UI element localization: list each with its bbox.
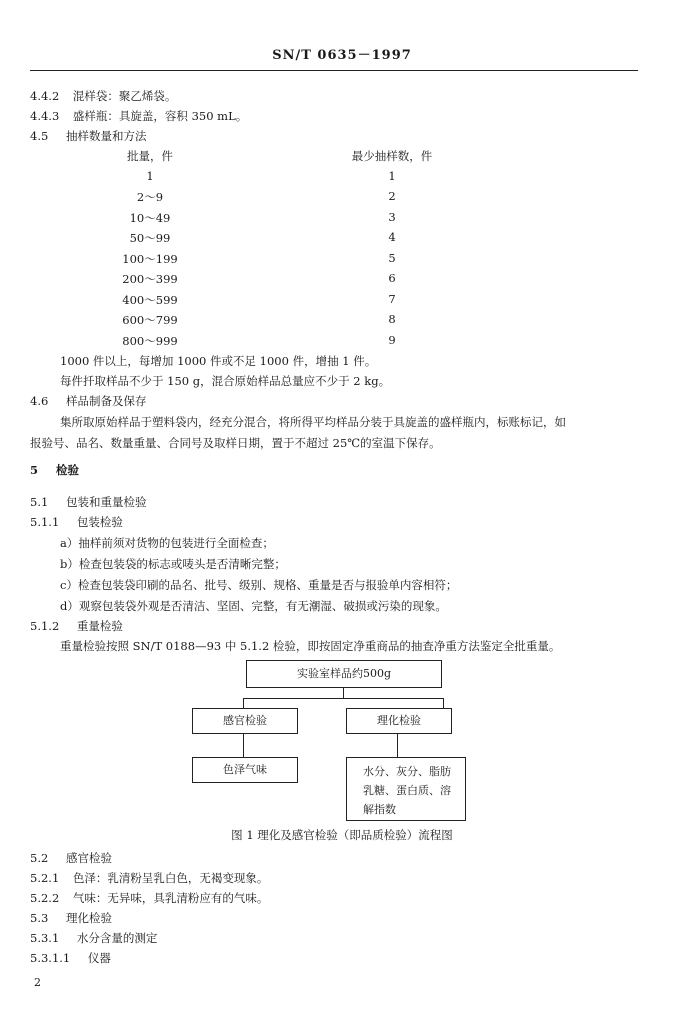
header-rule xyxy=(30,70,638,71)
section-5-3-1 xyxy=(30,930,157,946)
table-row-batch: 800～999 xyxy=(122,334,178,348)
section-title: 理化检验 xyxy=(65,911,112,925)
standard-code: SN/T 0635－1997 xyxy=(272,48,412,63)
paragraph-line: 集所取原始样品于塑料袋内，经充分混合，将所得平均样品分装于具旋盖的盛样瓶内，标账标记，如 xyxy=(60,415,566,429)
section-4-6 xyxy=(30,393,146,409)
flow-box-label: 水分、灰分、脂肪 xyxy=(363,765,451,778)
list-item: c）检查包装袋印刷的品名、批号、级别、规格、重量是否与报验单内容相符； xyxy=(60,578,458,592)
section-number: 5 xyxy=(30,463,39,477)
flow-connector xyxy=(243,698,444,699)
section-4-4-2 xyxy=(30,88,176,104)
section-title: 样品制备及保存 xyxy=(65,394,147,408)
section-4-4-3 xyxy=(30,108,247,124)
section-title: 包装检验 xyxy=(76,515,123,529)
section-number: 4.4.2 xyxy=(30,89,60,103)
table-row-min: 3 xyxy=(388,210,396,224)
section-title: 仪器 xyxy=(87,951,111,965)
section-5-3-1-1 xyxy=(30,950,111,966)
table-row-min: 5 xyxy=(388,251,396,265)
section-number: 5.3.1 xyxy=(30,931,60,945)
section-number: 5.1 xyxy=(30,495,49,509)
flow-box-label: 解指数 xyxy=(363,803,396,816)
section-text: 混样袋：聚乙烯袋。 xyxy=(72,89,177,103)
flow-box-physchem xyxy=(346,708,452,734)
table-row-min: 9 xyxy=(388,333,396,347)
flow-box-sensory xyxy=(192,708,298,734)
table-row-min: 4 xyxy=(388,230,396,244)
table-row-batch: 2～9 xyxy=(136,190,164,204)
flow-box-label: 感官检验 xyxy=(223,714,267,727)
section-5 xyxy=(30,462,79,478)
section-text: 色泽：乳清粉呈乳白色，无褐变现象。 xyxy=(72,871,269,885)
table-row-batch: 50～99 xyxy=(129,231,171,245)
table-header-min: 最少抽样数，件 xyxy=(351,149,433,163)
section-5-2 xyxy=(30,850,112,866)
section-4-5 xyxy=(30,128,146,144)
section-title: 检验 xyxy=(56,463,80,477)
flow-box-label: 实验室样品约500g xyxy=(296,667,392,680)
table-row-batch: 10～49 xyxy=(129,211,171,225)
section-title: 感官检验 xyxy=(65,851,112,865)
section-number: 5.1.2 xyxy=(30,619,60,633)
section-title: 重量检验 xyxy=(76,619,123,633)
section-number: 5.3 xyxy=(30,911,49,925)
section-5-1 xyxy=(30,494,146,510)
section-title: 水分含量的测定 xyxy=(76,931,158,945)
table-header-batch: 批量，件 xyxy=(127,149,173,163)
section-text: 气味：无异味，具乳清粉应有的气味。 xyxy=(72,891,269,905)
table-row-batch: 1 xyxy=(146,169,154,183)
flow-box-sample xyxy=(246,660,442,688)
page-number: 2 xyxy=(34,976,41,989)
note-over-1000: 1000 件以上，每增加 1000 件或不足 1000 件，增抽 1 件。 xyxy=(60,354,377,368)
table-row-min: 6 xyxy=(388,271,396,285)
paragraph-line: 重量检验按照 SN/T 0188—93 中 5.1.2 检验，即按固定净重商品的抽查净重方法鉴定全批重量。 xyxy=(60,639,561,653)
table-row-min: 1 xyxy=(388,169,396,183)
section-number: 5.2.1 xyxy=(30,871,60,885)
section-5-3 xyxy=(30,910,112,926)
flow-box-label: 色泽气味 xyxy=(223,763,267,776)
table-row-batch: 200～399 xyxy=(122,272,178,286)
section-number: 5.3.1.1 xyxy=(30,951,71,965)
table-row-batch: 400～599 xyxy=(122,293,178,307)
section-5-2-1 xyxy=(30,870,268,886)
section-number: 4.6 xyxy=(30,394,49,408)
flow-box-label: 乳糖、蛋白质、溶 xyxy=(363,784,451,797)
list-item: a）抽样前须对货物的包装进行全面检查； xyxy=(60,536,274,550)
section-title: 包装和重量检验 xyxy=(65,495,147,509)
section-number: 4.5 xyxy=(30,129,49,143)
note-per-piece: 每件扦取样品不少于 150 g，混合原始样品总量应不少于 2 kg。 xyxy=(60,374,391,388)
section-number: 4.4.3 xyxy=(30,109,60,123)
flow-box-tests xyxy=(346,757,466,821)
table-row-min: 8 xyxy=(388,312,396,326)
flow-connector xyxy=(243,733,244,757)
figure-caption: 图 1 理化及感官检验（即品质检验）流程图 xyxy=(231,828,453,842)
section-number: 5.2 xyxy=(30,851,49,865)
section-number: 5.2.2 xyxy=(30,891,60,905)
section-5-1-2 xyxy=(30,618,123,634)
paragraph-line: 报验号、品名、数量重量、合同号及取样日期，置于不超过 25℃的室温下保存。 xyxy=(30,436,441,450)
list-item: d）观察包装袋外观是否清洁、坚固、完整，有无潮湿、破损或污染的现象。 xyxy=(60,599,447,613)
section-text: 抽样数量和方法 xyxy=(65,129,147,143)
table-row-batch: 600～799 xyxy=(122,313,178,327)
table-row-min: 2 xyxy=(388,189,396,203)
flow-connector xyxy=(243,698,244,708)
flow-box-color-odor xyxy=(192,757,298,783)
flow-connector xyxy=(397,733,398,757)
section-5-1-1 xyxy=(30,514,123,530)
list-item: b）检查包装袋的标志或唛头是否清晰完整； xyxy=(60,557,286,571)
section-text: 盛样瓶：具旋盖，容积 350 mL。 xyxy=(72,109,248,123)
table-row-batch: 100～199 xyxy=(122,252,178,266)
flow-connector xyxy=(443,698,444,708)
section-5-2-2 xyxy=(30,890,268,906)
table-row-min: 7 xyxy=(388,292,396,306)
section-number: 5.1.1 xyxy=(30,515,60,529)
flow-box-label: 理化检验 xyxy=(377,714,421,727)
